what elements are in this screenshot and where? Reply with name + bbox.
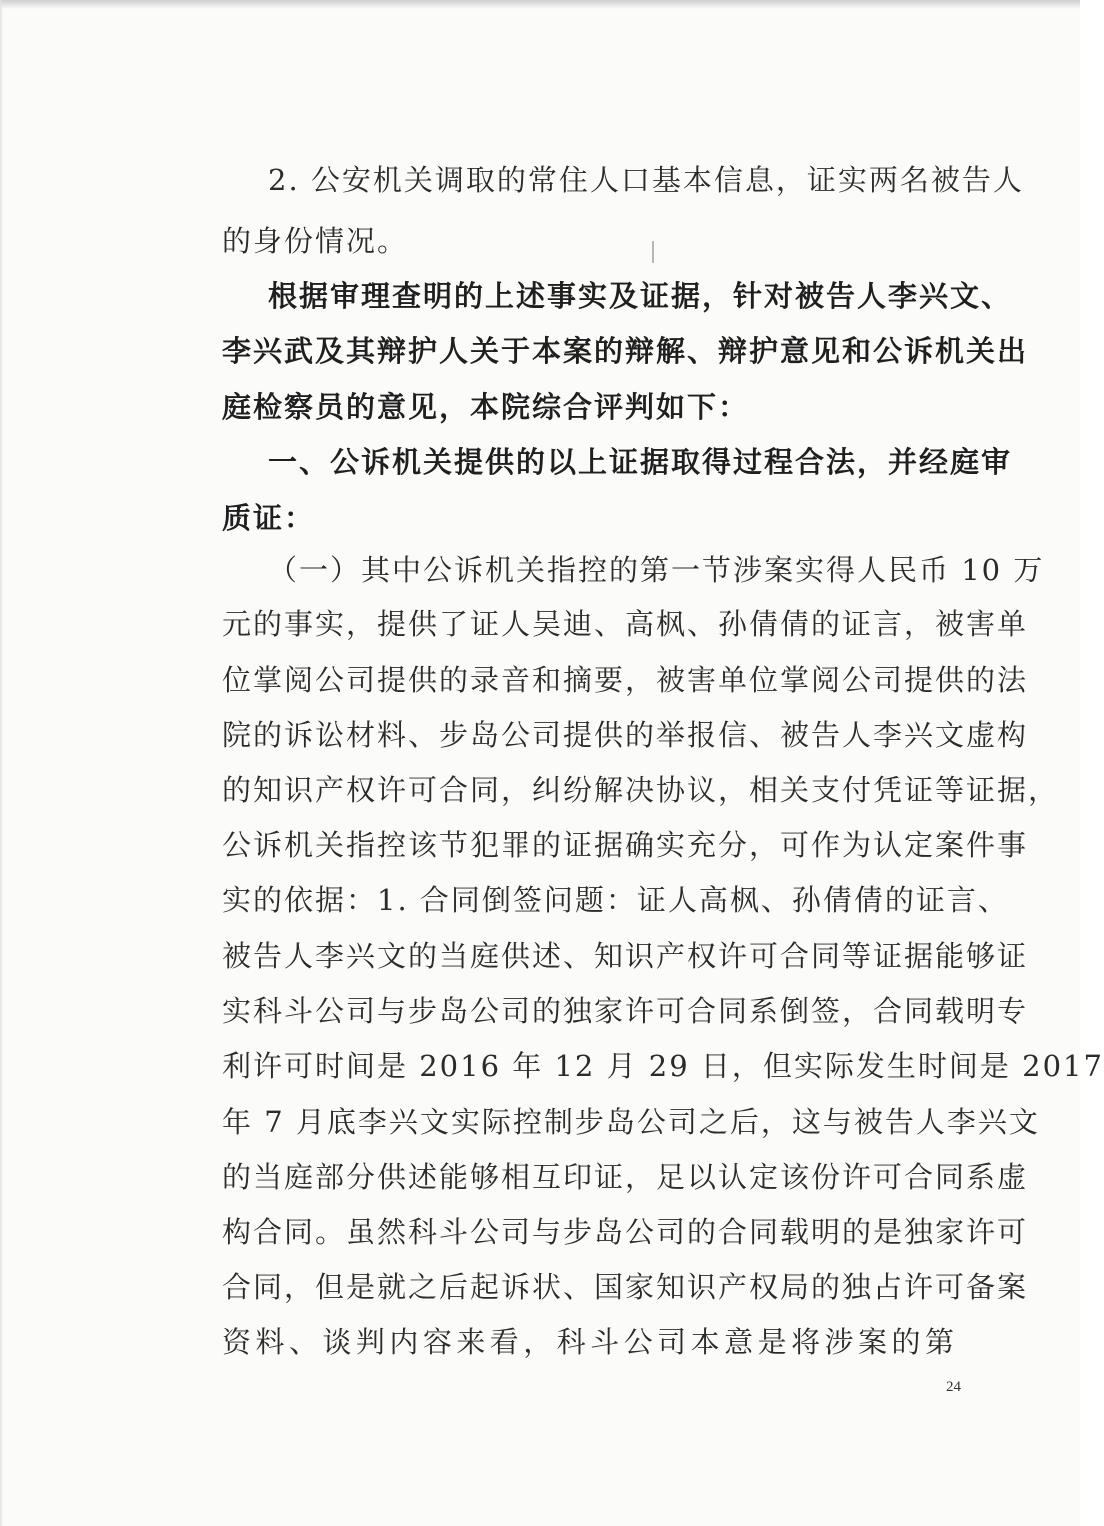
text-line: 年 7 月底李兴文实际控制步岛公司之后，这与被告人李兴文 [222,1105,1040,1139]
text-line: 的当庭部分供述能够相互印证，足以认定该份许可合同系虚 [222,1160,1029,1194]
text-line: 构合同。虽然科斗公司与步岛公司的合同载明的是独家许可 [222,1215,1029,1249]
text-line: 合同，但是就之后起诉状、国家知识产权局的独占许可备案 [222,1270,1029,1304]
text-line: 李兴武及其辩护人关于本案的辩解、辩护意见和公诉机关出 [222,334,1029,368]
text-line: 院的诉讼材料、步岛公司提供的举报信、被告人李兴文虚构 [222,718,1029,752]
text-line: 庭检察员的意见，本院综合评判如下： [222,390,750,424]
scan-artifact-mark [652,241,654,263]
text-line: 利许可时间是 2016 年 12 月 29 日，但实际发生时间是 2017 [222,1049,1104,1083]
scan-left-edge [0,0,3,1526]
text-line: 实科斗公司与步岛公司的独家许可合同系倒签，合同载明专 [222,994,1029,1028]
text-line: 元的事实，提供了证人吴迪、高枫、孙倩倩的证言，被害单 [222,607,1029,641]
text-line: 2. 公安机关调取的常住人口基本信息，证实两名被告人 [268,163,1024,197]
page-number: 24 [946,1379,961,1395]
text-line: （一）其中公诉机关指控的第一节涉案实得人民币 10 万 [268,553,1045,587]
text-line: 公诉机关指控该节犯罪的证据确实充分，可作为认定案件事 [222,828,1029,862]
text-line: 被告人李兴文的当庭供述、知识产权许可合同等证据能够证 [222,939,1029,973]
section-heading: 一、公诉机关提供的以上证据取得过程合法，并经庭审 [268,445,1013,479]
text-line: 的身份情况。 [222,224,409,258]
text-line: 根据审理查明的上述事实及证据，针对被告人李兴文、 [268,279,1013,313]
section-heading: 质证： [222,501,316,535]
scan-top-edge [0,0,1080,9]
text-line: 实的依据：1. 合同倒签问题：证人高枫、孙倩倩的证言、 [222,883,1009,917]
text-line: 位掌阅公司提供的录音和摘要，被害单位掌阅公司提供的法 [222,663,1029,697]
text-line: 资料、谈判内容来看，科斗公司本意是将涉案的第 [222,1325,956,1359]
text-line: 的知识产权许可合同，纠纷解决协议，相关支付凭证等证据， [222,773,1060,807]
